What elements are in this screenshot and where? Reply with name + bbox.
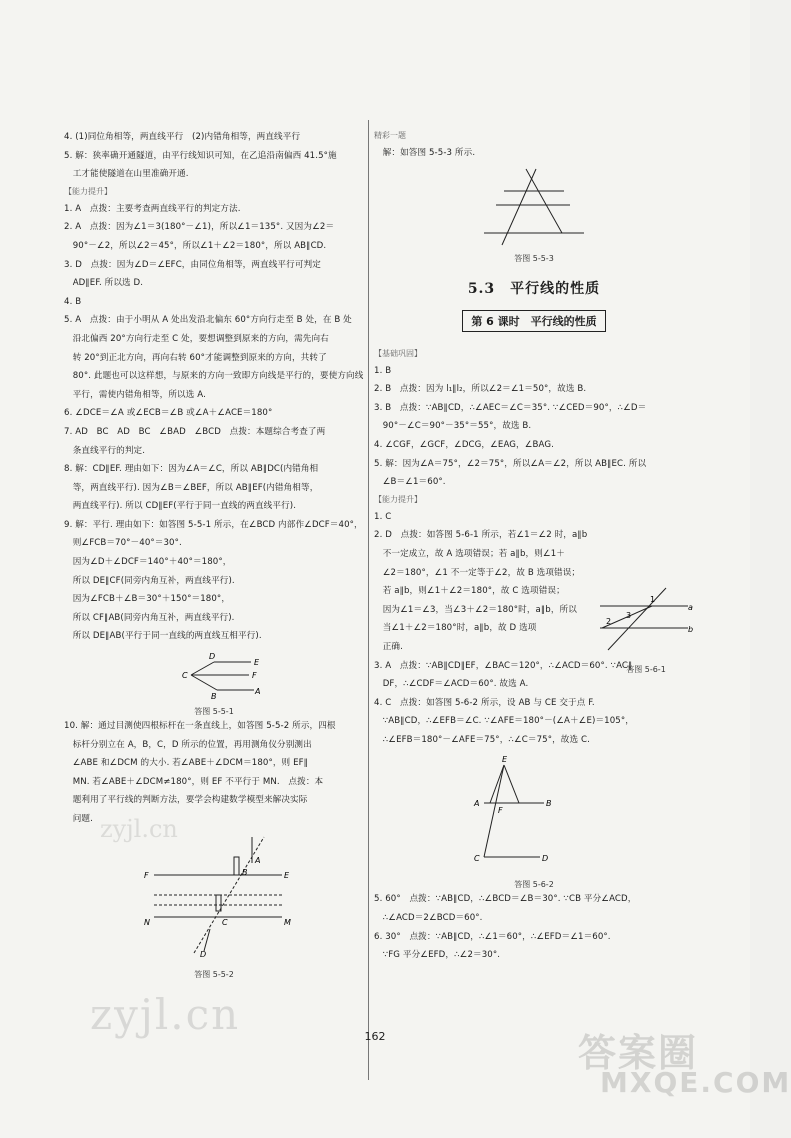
figure [64, 833, 364, 967]
answer-line: 工才能使隧道在山里准确开通. [64, 169, 189, 180]
fig5-label-D: D [542, 854, 549, 864]
answer-line: ∵FG 平分∠EFD，∴∠2＝30°. [374, 950, 501, 961]
figure-5-6-1-drawing [596, 584, 696, 654]
answer-line: 4. ∠CGF，∠GCF，∠DCG，∠EAG，∠BAG. [374, 439, 554, 450]
fig1-label-D: D [209, 652, 216, 662]
fig4-label-3: 3 [626, 611, 632, 620]
figure [374, 167, 694, 251]
answer-line: ∴∠ACD＝2∠BCD＝60°. [374, 913, 483, 924]
answer-line: 90°－∠2，所以∠2＝45°，所以∠1＋∠2＝180°，所以 AB∥CD. [64, 240, 327, 251]
answer-line: 5. 解：狭率确开通隧道，由平行线知识可知，在乙追沿南偏西 41.5°施 [64, 150, 337, 161]
fig4-label-b: b [688, 625, 694, 634]
answer-line: AD∥EF. 所以选 D. [64, 278, 144, 289]
answer-line: 所以 DE∥AB(平行于同一直线的两直线互相平行). [64, 631, 262, 642]
answer-line: ∵AB∥CD，∴∠EFB＝∠C. ∵∠AFE＝180°－(∠A＋∠E)＝105°， [374, 716, 634, 727]
answer-line: 1. C [374, 511, 392, 522]
answer-line: 1. A 点拨：主要考查两直线平行的判定方法. [64, 203, 241, 214]
fig5-label-F: F [498, 806, 503, 816]
watermark-logo: MXQE.COM [600, 1066, 791, 1099]
figure-5-6-2-drawing [474, 753, 584, 873]
figure-caption: 答图 5-5-3 [514, 253, 554, 263]
fig5-label-E: E [502, 755, 508, 765]
answer-line: 标杆分别立在 A，B，C，D 所示的位置，再用测角仪分别测出 [64, 739, 312, 750]
answer-line: 两直线平行). 所以 CD∥EF(平行于同一直线的两直线平行). [64, 501, 297, 512]
answer-line: 2. D 点拨：如答图 5-6-1 所示，若∠1＝∠2 时，a∥b [374, 530, 588, 541]
lesson-heading: 第 6 课时 平行线的性质 [462, 310, 605, 332]
fig1-label-F: F [252, 671, 257, 681]
fig1-label-B: B [211, 692, 217, 702]
answer-line: 1. B [374, 365, 392, 376]
answer-line: 条直线平行的判定. [64, 445, 146, 456]
answer-line: 平行，需使内错角相等，所以选 A. [64, 389, 206, 400]
answer-line: 则∠FCB＝70°－40°＝30°. [64, 538, 182, 549]
answer-line: ∴∠EFB＝180°－∠AFE＝75°，∴∠C＝75°，故选 C. [374, 734, 590, 745]
left-column [64, 128, 364, 980]
answer-line: 80°. 此题也可以这样想，与原来的方向一致即方向线是平行的，要使方向线 [64, 371, 364, 382]
watermark-logo: zyjl.cn [90, 990, 241, 1039]
right-column [374, 128, 694, 965]
figure-caption: 答图 5-5-1 [194, 707, 234, 717]
answer-line: MN. 若∠ABE＋∠DCM≠180°，则 EF 不平行于 MN. 点拨：本 [64, 776, 324, 787]
answer-line: 因为∠1＝∠3，当∠3＋∠2＝180°时，a∥b，所以 [374, 604, 577, 615]
fig2-label-E: E [284, 870, 290, 880]
answer-line: 题利用了平行线的判断方法，要学会构建数学模型来解决实际 [64, 795, 308, 806]
fig2-label-N: N [144, 917, 150, 927]
answer-line: 4. (1)同位角相等，两直线平行 (2)内错角相等，两直线平行 [64, 132, 301, 142]
figure-5-5-1-drawing [169, 650, 279, 700]
answer-line: 7. AD BC AD BC ∠BAD ∠BCD 点拨：本题综合考查了两 [64, 426, 326, 437]
lesson-heading-wrap [374, 310, 694, 332]
fig4-label-a: a [688, 603, 693, 612]
answer-line: 5. 60° 点拨：∵AB∥CD，∴∠BCD＝∠B＝30°. ∵CB 平分∠ACD， [374, 894, 637, 905]
watermark-logo: 答案圈 [578, 1031, 699, 1075]
answer-line: 9. 解：平行. 理由如下：如答图 5-5-1 所示，在∠BCD 内部作∠DCF＝40°， [64, 519, 363, 530]
answer-line: 正确. [374, 641, 403, 652]
fig4-label-2: 2 [606, 617, 612, 626]
watermark-logo: zyjl.cn [100, 815, 178, 843]
answer-line: 5. A 点拨：由于小明从 A 处出发沿北偏东 60°方向行走至 B 处，在 B 处 [64, 315, 352, 326]
answer-line: 沿北偏西 20°方向行走至 C 处，要想调整到原来的方向，需先向右 [64, 333, 329, 344]
answer-line: 4. B [64, 296, 82, 307]
figure-caption: 答图 5-6-2 [514, 880, 554, 890]
answer-line: 等，两直线平行). 因为∠B＝∠BEF，所以 AB∥EF(内错角相等， [64, 482, 319, 493]
answer-line: 5. 解：因为∠A＝75°，∠2＝75°，所以∠A＝∠2，所以 AB∥EC. 所以 [374, 458, 647, 469]
figure [64, 650, 364, 704]
answer-line: 转 20°到正北方向，再向右转 60°才能调整到原来的方向，共转了 [64, 352, 327, 363]
answer-line: 问题. [64, 814, 93, 824]
section-label: 【基础巩固】 [374, 348, 422, 358]
answer-line: 当∠1＋∠2＝180°时，a∥b，故 D 选项 [374, 623, 537, 634]
answer-line: 3. B 点拨：∵AB∥CD，∴∠AEC＝∠C＝35°. ∵∠CED＝90°，∴∠D＝ [374, 402, 647, 413]
answer-line: 因为∠D＋∠DCF＝140°＋40°＝180°， [64, 557, 232, 568]
section-title: 5.3 平行线的性质 [467, 280, 601, 297]
answer-line: 3. A 点拨：∵AB∥CD∥EF，∠BAC＝120°，∴∠ACD＝60°. ∵AC∥ [374, 660, 633, 671]
answer-line: 6. 30° 点拨：∵AB∥CD，∴∠1＝60°，∴∠EFD＝∠1＝60°. [374, 931, 611, 942]
answer-line: 6. ∠DCE＝∠A 或∠ECB＝∠B 或∠A＋∠ACE＝180° [64, 408, 273, 419]
answer-line: 4. C 点拨：如答图 5-6-2 所示，设 AB 与 CE 交于点 F. [374, 697, 595, 708]
answer-line: DF，∴∠CDF＝∠ACD＝60°. 故选 A. [374, 679, 529, 690]
fig5-label-A: A [474, 799, 480, 809]
fig1-label-C: C [182, 671, 188, 681]
fig1-label-E: E [254, 658, 260, 668]
figure-5-5-2-drawing [134, 833, 294, 963]
figure-5-5-3-drawing [474, 167, 594, 247]
page-number: 162 [364, 1030, 386, 1043]
answer-line: ∠2＝180°，∠1 不一定等于∠2，故 B 选项错误； [374, 567, 581, 578]
section-label: 精彩一题 [374, 131, 406, 140]
answer-line: ∠B＝∠1＝60°. [374, 477, 446, 488]
fig5-label-C: C [474, 854, 480, 864]
answer-line: 若 a∥b，则∠1＋∠2＝180°，故 C 选项错误； [374, 586, 565, 597]
answer-line: ∠ABE 和∠DCM 的大小. 若∠ABE＋∠DCM＝180°，则 EF∥ [64, 758, 309, 769]
answer-line: 不一定成立，故 A 选项错误；若 a∥b，则∠1＋ [374, 548, 565, 559]
column-divider [368, 120, 369, 1080]
answer-line: 10. 解：通过目测使四根标杆在一条直线上，如答图 5-5-2 所示，四根 [64, 721, 336, 732]
figure [374, 753, 694, 877]
answer-line: 因为∠FCB＋∠B＝30°＋150°＝180°， [64, 594, 231, 605]
fig2-label-D: D [200, 949, 207, 959]
section-label: 【能力提升】 [64, 186, 112, 196]
fig4-label-1: 1 [650, 595, 656, 604]
section-label: 【能力提升】 [374, 494, 422, 504]
fig1-label-A: A [255, 687, 261, 697]
figure-5-6-1 [596, 584, 696, 674]
fig2-label-F: F [144, 870, 149, 880]
fig2-label-A: A [255, 855, 261, 865]
answer-line: 解：如答图 5-5-3 所示. [374, 148, 476, 158]
answer-line: 2. A 点拨：因为∠1＝3(180°－∠1)，所以∠1＝135°. 又因为∠2＝ [64, 222, 335, 233]
figure-caption: 答图 5-6-1 [626, 665, 666, 674]
fig2-label-C: C [222, 917, 228, 927]
fig5-label-B: B [546, 799, 552, 809]
answer-line: 所以 DE∥CF(同旁内角互补，两直线平行). [64, 575, 235, 586]
answer-line: 所以 CF∥AB(同旁内角互补，两直线平行). [64, 612, 235, 623]
answer-line: 2. B 点拨：因为 l₁∥l₂，所以∠2＝∠1＝50°，故选 B. [374, 384, 587, 395]
fig2-label-B: B [242, 867, 248, 877]
fig2-label-M: M [284, 917, 291, 927]
answer-line: 3. D 点拨：因为∠D＝∠EFC，由同位角相等，两直线平行可判定 [64, 259, 321, 270]
answer-line: 8. 解：CD∥EF. 理由如下：因为∠A＝∠C，所以 AB∥DC(内错角相 [64, 464, 319, 475]
answer-line: 90°－∠C＝90°－35°＝55°，故选 B. [374, 421, 532, 432]
figure-caption: 答图 5-5-2 [194, 969, 234, 979]
